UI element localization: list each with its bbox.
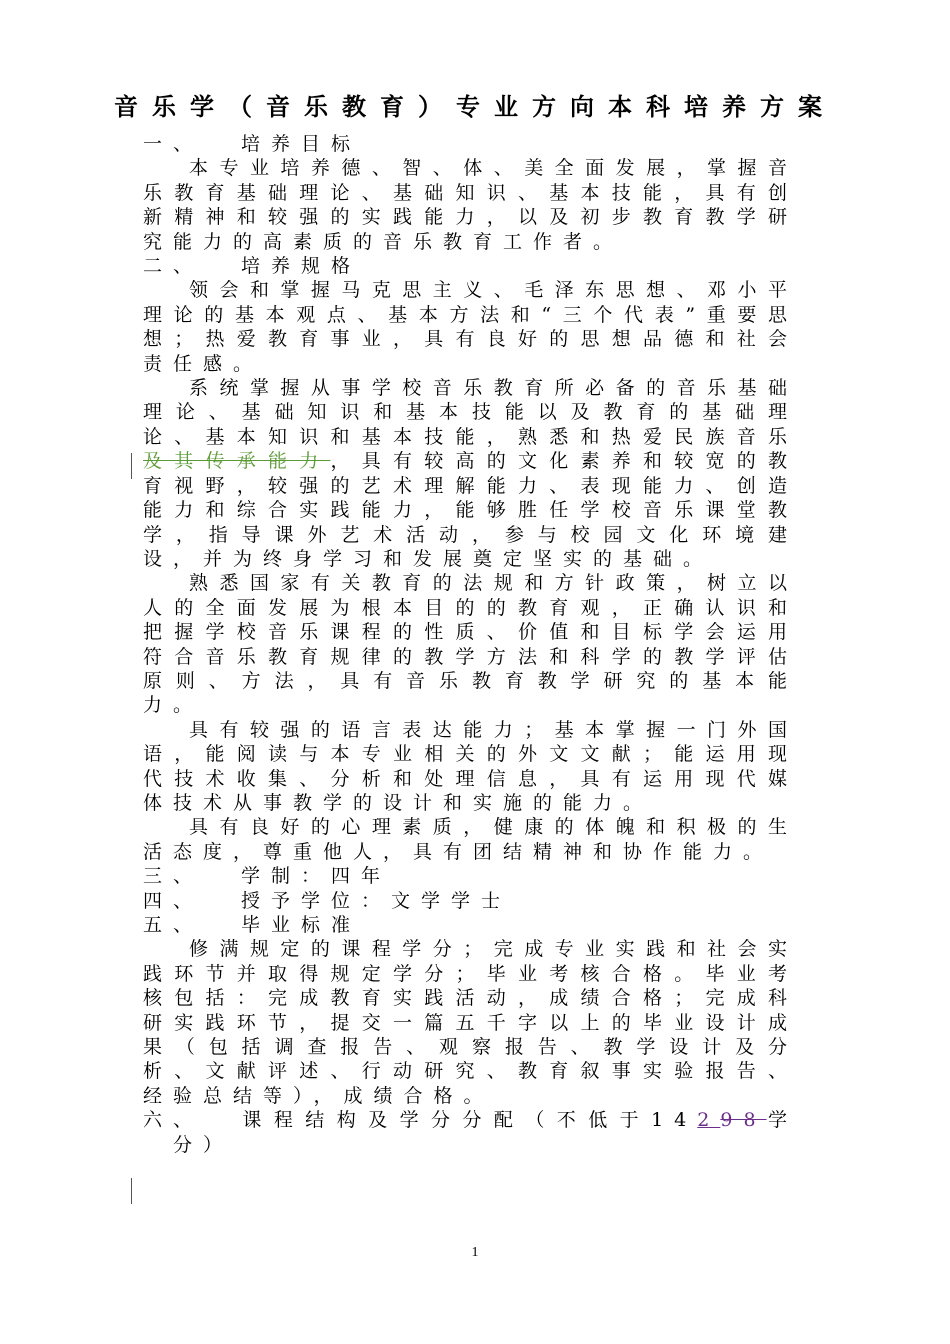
section-title: 毕业标准	[241, 914, 362, 936]
paragraph: 修满规定的课程学分；完成专业实践和社会实践环节并取得规定学分；毕业考核合格。毕业考核包括：完成教育实践活动，成绩合格；完成科研实践环节，提交一篇五千字以上的毕业设计成果（包括调查报告、观察报告、教学设计及分析、文献评述、行动研究、教育叙事实验报告、经验总结等），成绩合格。	[143, 938, 798, 1107]
section-number: 六、	[143, 1109, 204, 1132]
deleted-text: 及其传承能力	[143, 450, 331, 473]
section-title: 授予学位：文学学士	[241, 889, 512, 912]
page-title: 音乐学（音乐教育）专业方向本科培养方案	[114, 93, 836, 121]
paragraph: 熟悉国家有关教育的法规和方针政策，树立以人的全面发展为根本目的的教育观，正确认识和把握学校音乐课程的性质、价值和目标学会运用符合音乐教育规律的教学方法和科学的教学评估原则、方法，具有音乐教育教学研究的基本能力。	[143, 572, 798, 717]
section-number: 四、	[143, 889, 204, 912]
paragraph: 具有较强的语言表达能力；基本掌握一门外国语，能阅读与本专业相关的外文文献；能运用现代技术收集、分析和处理信息，具有运用现代媒体技术从事教学的设计和实施的能力。	[143, 718, 798, 814]
section-title: 学制：四年	[241, 865, 392, 888]
section-title: 培养规格	[241, 255, 362, 278]
change-bar	[131, 453, 132, 479]
section-heading-1	[143, 132, 798, 156]
change-bar	[131, 1178, 132, 1204]
section-title-end: 学分）	[173, 1109, 798, 1156]
text-run: ，具有较高的文化素养和较宽的教育视野，较强的艺术理解能力、表现能力、创造能力和综合实践能力，能够胜任学校音乐课堂教学，指导课外艺术活动，参与校园文化环境建设，并为终身学习和发展奠定坚实的基础。	[143, 450, 798, 570]
paragraph: 领会和掌握马克思主义、毛泽东思想、邓小平理论的基本观点、基本方法和“三个代表”重要思想；热爱教育事业，具有良好的思想品德和社会责任感。	[143, 279, 798, 375]
paragraph-with-revision	[143, 376, 798, 571]
inserted-text: 2	[697, 1109, 721, 1132]
text-run: 系统掌握从事学校音乐教育所必备的音乐基础理论、基础知识和基本技能以及教育的基础理论、基本知识和基本技能，熟悉和热爱民族音乐	[143, 377, 798, 448]
section-heading-2	[143, 254, 798, 278]
document-body	[143, 132, 798, 1157]
section-number: 二、	[143, 255, 204, 278]
page-number: 1	[471, 1245, 479, 1260]
section-number: 一、	[143, 133, 204, 155]
section-number: 三、	[143, 865, 204, 888]
section-heading-4	[143, 889, 798, 913]
section-title: 课程结构及学分分配（不低于	[241, 1109, 652, 1132]
paragraph: 具有良好的心理素质，健康的体魄和积极的生活态度，尊重他人，具有团结精神和协作能力。	[143, 816, 798, 863]
paragraph: 本专业培养德、智、体、美全面发展，掌握音乐教育基础理论、基础知识、基本技能，具有创新精神和较强的实践能力，以及初步教育教学研究能力的高素质的音乐教育工作者。	[143, 157, 798, 253]
section-heading-3	[143, 864, 798, 888]
credits-base: 14	[651, 1109, 698, 1132]
deleted-text: 98	[720, 1109, 767, 1132]
section-heading-5	[143, 913, 798, 937]
section-heading-6	[143, 1108, 798, 1157]
section-number: 五、	[143, 914, 204, 936]
section-title: 培养目标	[241, 133, 362, 155]
